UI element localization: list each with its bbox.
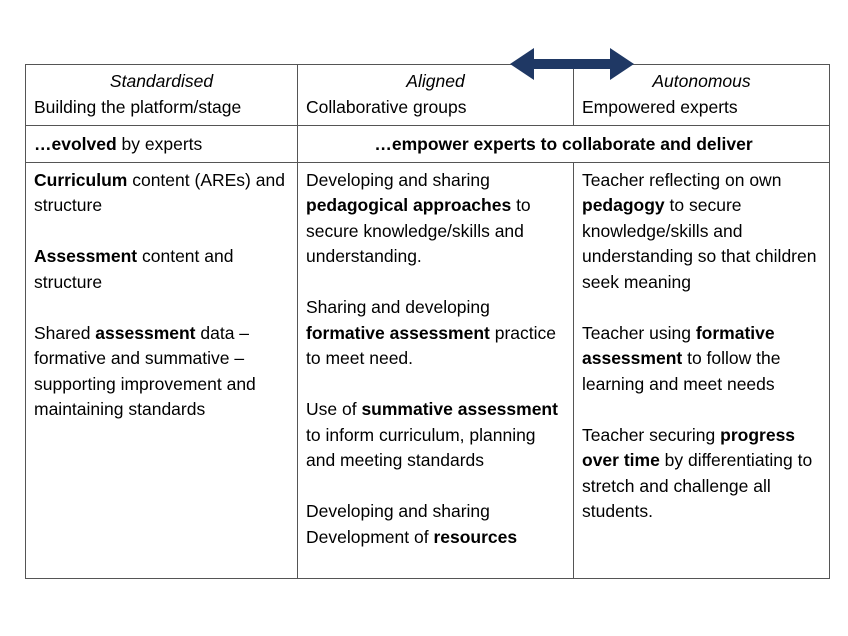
item: Assessment content and structure (34, 246, 234, 292)
mode-title: Autonomous (652, 71, 751, 91)
content-row (26, 162, 830, 578)
subheader-left-rest: by experts (116, 134, 203, 154)
header-cell-standardised (26, 65, 298, 126)
content-autonomous (574, 162, 830, 578)
subheader-row (26, 126, 830, 163)
content-aligned (298, 162, 574, 578)
subheader-right: …empower experts to collaborate and deliver (298, 126, 830, 163)
item: Teacher securing progress over time by differentiating to stretch and challenge all students. (582, 424, 813, 521)
item: Teacher reflecting on own pedagogy to secure knowledge/skills and understanding so that children seek meaning (582, 169, 817, 292)
item: Use of summative assessment to inform curriculum, planning and meeting standards (306, 399, 558, 470)
item: Shared assessment data – formative and summative – supporting improvement and maintaining standards (34, 322, 256, 419)
header-row (26, 65, 830, 126)
item: Curriculum content (AREs) and structure (34, 169, 285, 215)
mode-label: Empowered experts (582, 96, 738, 117)
mode-title: Aligned (406, 71, 465, 91)
double-arrow-shape (510, 48, 634, 80)
item: Teacher using formative assessment to follow the learning and meet needs (582, 322, 781, 394)
mode-label: Collaborative groups (306, 96, 467, 117)
mode-title: Standardised (109, 71, 214, 91)
content-standardised (26, 162, 298, 578)
item: Developing and sharing pedagogical approaches to secure knowledge/skills and understanding. (306, 169, 531, 266)
item: Developing and sharing Development of resources (306, 501, 518, 547)
subheader-left (26, 126, 298, 163)
mode-label: Building the platform/stage (34, 96, 242, 117)
double-arrow-icon (510, 46, 634, 82)
item: Sharing and developing formative assessment practice to meet need. (306, 297, 556, 368)
alignment-table (25, 64, 830, 579)
subheader-left-bold: …evolved (34, 134, 117, 154)
